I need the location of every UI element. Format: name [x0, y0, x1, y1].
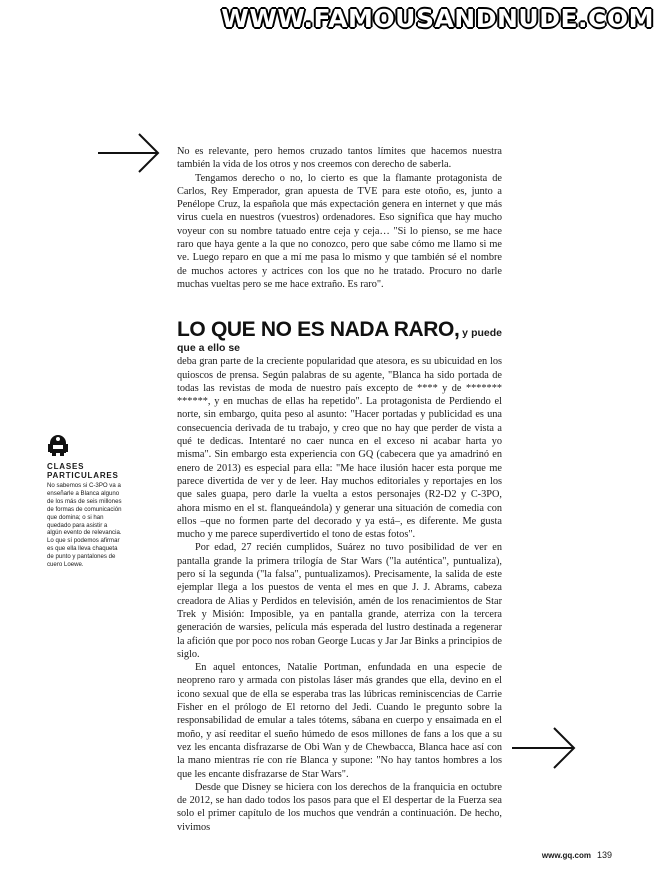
- page-number: 139: [596, 850, 612, 860]
- intro-paragraph: No es relevante, pero hemos cruzado tantos límites que hacemos nuestra también la vida de los otros y nos creemos con derecho de saberla.: [177, 146, 502, 171]
- intro-paragraph: Tengamos derecho o no, lo cierto es que la flamante protagonista de Carlos, Rey Emperador, gran apuesta de TVE para este otoño, es, junto a Penélope Cruz, la española que más expectación genera en internet y que más virus cuela en nuestros (vuestros) ordenadores. Eso significa que hay mucho voyeur con su nombre tatuado entre ceja y ceja… "Si lo pienso, se me hace raro que haya gente a la que no conozco, pero que sabe cómo me llamo si me ve. Luego reparo en que a mí me pasa lo mismo y que también sé el nombre de muchos actores y actrices con los que no he tratado. Procuro no darle muchas vueltas pero se me hace extraño. Es raro".: [177, 172, 502, 290]
- section-headline: LO QUE NO ES NADA RARO,: [177, 318, 460, 341]
- arrow-right-icon: [512, 726, 576, 770]
- body-paragraph: En aquel entonces, Natalie Portman, enfundada en una especie de neopreno raro y armada con pistolas láser más grandes que ella, devino en el icono sexual que de ella se esperaba tras las lúbricas reminiscencias de Carrie Fisher en el prólogo de El retorno del Jedi. Cuando le pregunto sobre la responsabilidad de emular a tales tótems, sábana en cuerpo y ensaimada en el moño, y así reeditar el sueño húmedo de esos millones de fans a los que a su vez les encanta disfrazarse de Obi Wan y de Chewbacca, Blanca hace así con la mano mientras ríe con ríe Blanca y supone: "No hay tantos hombres a los que les encante disfrazarse de Star Wars".: [177, 662, 502, 780]
- droid-icon: [47, 432, 69, 456]
- section-lead-in: y puede que a ello se: [177, 327, 502, 354]
- intro-text: [177, 145, 502, 291]
- sidebar-caption: [47, 432, 125, 569]
- body-paragraph: Por edad, 27 recién cumplidos, Suárez no tuvo posibilidad de ver en pantalla grande la primera trilogía de Star Wars ("la auténtica", puntualiza), pero sí la segunda ("la falsa", puntualizamos). Precisamente, la salida de este ejemplar llega a los puestos de venta el mes en que J. J. Abrams, cabeza creadora de Alias y Perdidos en televisión, amén de los renacimientos de Star Trek y Misión: Imposible, ya en pantalla grande, aterriza con la tercera generación de warsies, película más esperada del lustro destinada a regenerar la afición que por poco nos roban George Lucas y Jar Jar Binks a principios de siglo.: [177, 542, 502, 660]
- body-paragraph: deba gran parte de la creciente popularidad que atesora, es su ubicuidad en los quioscos de prensa. Según palabras de su agente, "Blanca ha sido portada de todas las revistas de moda de nuestro país excepto de **** y de ******* ******, y en muchas de ellas ha repetido". La protagonista de Perdiendo el norte, sin embargo, quita peso al asunto: "Hacer portadas y publicidad es una consecuencia derivada de tu trabajo, y creo que no hay que perder de vista a qué te dedicas. Intentaré no caer nunca en el exceso ni acabar harta yo misma". Sin embargo esta experiencia con GQ (cabecera que ya amadrinó en enero de 2013) es especial para ella: "Me hace ilusión hacer esta porque me parece divertida de ver y de leer. Hay muchos editoriales y reportajes en los que sales guapa, pero darle la vuelta a estos personajes (R2-D2 y C-3PO, ahora mismo en el st. flanqueándola) y generar una situación de comedia con ellos –que no formen parte del decorado y ya está–, es diferente. Me gusta mucho y me parece superdivertido el tono de estas fotos".: [177, 356, 502, 541]
- page-footer: [542, 850, 612, 860]
- section-opening: [177, 318, 502, 355]
- main-section: [177, 318, 502, 834]
- body-paragraph: Desde que Disney se hiciera con los derechos de la franquicia en octubre de 2012, se han dado todos los pasos para que el El despertar de la Fuerza sea solo el primer capítulo de los muchos que vendrán a continuación. De hecho, vivimos: [177, 781, 502, 833]
- watermark-text: WWW.FAMOUSANDNUDE.COM: [221, 4, 654, 33]
- footer-url: www.gq.com: [541, 851, 591, 860]
- sidebar-title: CLASES PARTICULARES: [47, 462, 119, 480]
- sidebar-body: No sabemos si C-3PO va a enseñarle a Blanca alguno de los más de seis millones de formas de comunicación que domina; o si han quedado para asistir a algún evento de relevancia. Lo que sí podemos afirmar es que ella lleva chaqueta de punto y pantalones de cuero Loewe.: [47, 482, 122, 569]
- arrow-right-icon: [98, 132, 160, 174]
